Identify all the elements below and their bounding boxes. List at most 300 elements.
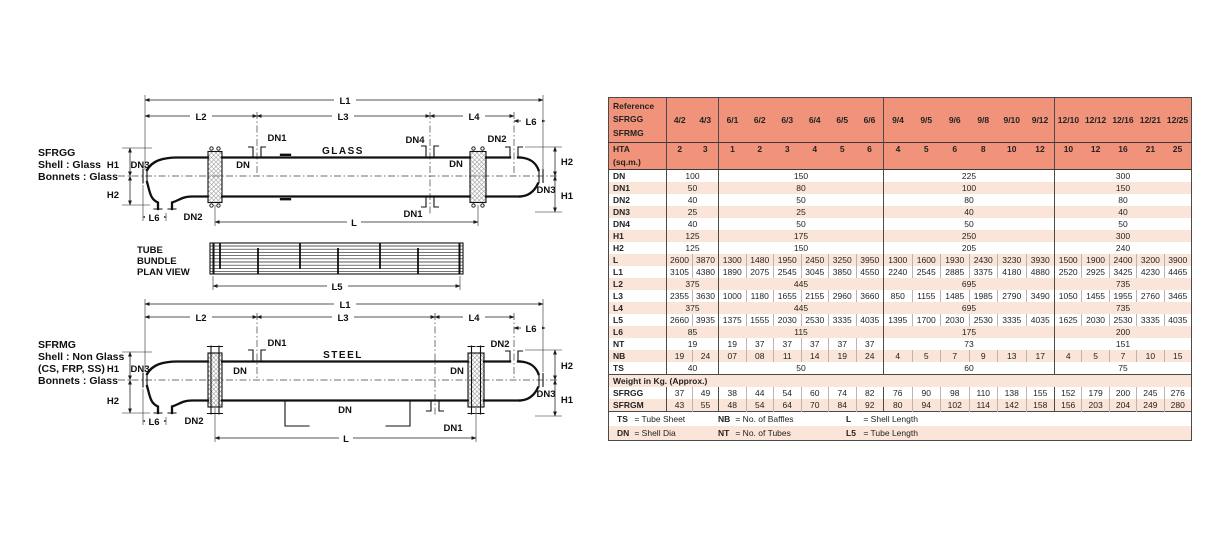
value-cell: 19: [719, 338, 747, 350]
value-cell: 110: [969, 387, 998, 399]
value-cell: 850: [884, 290, 913, 302]
value-cell: 150: [1055, 182, 1192, 194]
column-header: 4/2: [667, 98, 693, 143]
weight-row: [609, 399, 1192, 412]
value-cell: 445: [719, 278, 884, 290]
value-cell: 24: [693, 350, 719, 362]
value-cell: 250: [884, 230, 1055, 242]
sfrmg-subtitle: Shell : Non Glass: [38, 351, 125, 363]
value-cell: 50: [719, 194, 884, 206]
value-cell: 175: [719, 230, 884, 242]
value-cell: 54: [746, 399, 774, 412]
value-cell: 2885: [941, 266, 970, 278]
spec-row: [609, 338, 1192, 350]
spec-row: [609, 362, 1192, 375]
value-cell: 3250: [829, 254, 857, 266]
row-label: L3: [613, 291, 623, 301]
value-cell: 1050: [1055, 290, 1082, 302]
hta-value-cell: 2: [667, 143, 693, 170]
dim-label-h2: H2: [560, 361, 574, 372]
value-cell: 3230: [998, 254, 1027, 266]
value-cell: 1500: [1055, 254, 1082, 266]
value-cell: 3850: [829, 266, 857, 278]
dim-label-h2: H2: [106, 396, 120, 407]
value-cell: 1955: [1109, 290, 1136, 302]
technical-drawings: [0, 0, 608, 559]
value-cell: 55: [693, 399, 719, 412]
value-cell: 2520: [1055, 266, 1082, 278]
hta-value-cell: 10: [998, 143, 1027, 170]
column-header: 9/5: [912, 98, 941, 143]
hta-value-cell: 6: [941, 143, 970, 170]
bolt: [472, 147, 475, 150]
value-cell: 07: [719, 350, 747, 362]
value-cell: 3930: [1026, 254, 1055, 266]
sfrmg-subtitle: (CS, FRP, SS): [38, 363, 105, 375]
value-cell: 40: [667, 218, 719, 230]
sfrgg-subtitle: Shell : Glass: [38, 159, 102, 171]
spec-table: [608, 97, 1192, 441]
value-cell: 2030: [1082, 314, 1109, 326]
bolt: [217, 204, 220, 207]
value-cell: 280: [1164, 399, 1191, 412]
value-cell: 7: [941, 350, 970, 362]
value-cell: 445: [719, 302, 884, 314]
value-cell: 2960: [829, 290, 857, 302]
value-cell: 19: [667, 338, 719, 350]
value-cell: 2530: [1109, 314, 1136, 326]
value-cell: 37: [667, 387, 693, 399]
row-label: L1: [613, 267, 623, 277]
reference-header-cell: Reference SFRGG SFRMG: [609, 98, 667, 143]
value-cell: 1655: [774, 290, 802, 302]
dim-label-h1: H1: [560, 395, 574, 406]
value-cell: 2450: [801, 254, 829, 266]
value-cell: 1600: [912, 254, 941, 266]
weight-section-label: Weight in Kg. (Approx.): [609, 375, 1192, 388]
column-header: 9/4: [884, 98, 913, 143]
sfrmg-title: SFRMG: [38, 339, 76, 351]
value-cell: 50: [667, 182, 719, 194]
value-cell: 84: [829, 399, 857, 412]
value-cell: 3200: [1137, 254, 1164, 266]
legend-cell: [609, 412, 1192, 427]
value-cell: 125: [667, 242, 719, 254]
column-header: 12/12: [1082, 98, 1109, 143]
value-cell: 50: [719, 218, 884, 230]
baffles-bottom: [258, 248, 418, 274]
value-cell: 54: [774, 387, 802, 399]
row-label: SFRGM: [609, 399, 667, 412]
value-cell: 1485: [941, 290, 970, 302]
nozzle-label-dn2: DN2: [490, 339, 510, 350]
dim-label-h2: H2: [106, 190, 120, 201]
shell-material-label: GLASS: [322, 146, 364, 157]
value-cell: 203: [1082, 399, 1109, 412]
value-cell: 276: [1164, 387, 1191, 399]
value-cell: 2545: [774, 266, 802, 278]
value-cell: 4880: [1026, 266, 1055, 278]
value-cell: 90: [912, 387, 941, 399]
spec-row: [609, 242, 1192, 254]
value-cell: 2660: [667, 314, 693, 326]
spec-row: [609, 350, 1192, 362]
value-cell: 1555: [746, 314, 774, 326]
hta-value-cell: 4: [801, 143, 829, 170]
value-cell: 3490: [1026, 290, 1055, 302]
value-cell: 44: [746, 387, 774, 399]
legend-item: NB = No. of Baffles: [718, 414, 794, 424]
value-cell: 200: [1055, 326, 1192, 338]
shell-dia-label-dn: DN: [236, 160, 250, 171]
hta-value-cell: 5: [912, 143, 941, 170]
legend-item: L5 = Tube Length: [846, 428, 918, 438]
dim-label-l2: L2: [195, 313, 207, 324]
value-cell: 3660: [856, 290, 884, 302]
value-cell: 3870: [693, 254, 719, 266]
value-cell: 1000: [719, 290, 747, 302]
value-cell: 1890: [719, 266, 747, 278]
nozzle-label-dn3: DN3: [130, 160, 150, 171]
column-header: 6/3: [774, 98, 802, 143]
value-cell: 2030: [941, 314, 970, 326]
value-cell: 80: [884, 399, 913, 412]
value-cell: 5: [1082, 350, 1109, 362]
value-cell: 155: [1026, 387, 1055, 399]
value-cell: 1180: [746, 290, 774, 302]
value-cell: 60: [884, 362, 1055, 375]
dim-label-l3: L3: [337, 313, 349, 324]
legend-item: L = Shell Length: [846, 414, 918, 424]
dim-label-l: L: [351, 218, 357, 229]
value-cell: 142: [998, 399, 1027, 412]
dim-label-l5: L5: [331, 282, 343, 293]
hta-value-cell: 3: [693, 143, 719, 170]
value-cell: 300: [1055, 230, 1192, 242]
dim-label-l4: L4: [468, 112, 480, 123]
value-cell: 2600: [667, 254, 693, 266]
value-cell: 1300: [719, 254, 747, 266]
right-bonnet: [520, 388, 538, 401]
hta-label-cell: HTA (sq.m.): [609, 143, 667, 170]
nozzle-label-dn1: DN1: [443, 423, 463, 434]
value-cell: 94: [912, 399, 941, 412]
bundle-title: BUNDLE: [137, 256, 177, 267]
column-header: 12/10: [1055, 98, 1082, 143]
hta-value-cell: 12: [1026, 143, 1055, 170]
weight-section-row: [609, 375, 1192, 388]
shell-dia-label-dn: DN: [338, 405, 352, 416]
value-cell: 4: [1055, 350, 1082, 362]
value-cell: 13: [998, 350, 1027, 362]
tube-sheet-flange: [208, 353, 222, 407]
value-cell: 5: [912, 350, 941, 362]
spec-row: [609, 206, 1192, 218]
dim-label-l6: L6: [148, 213, 160, 224]
dim-label-h1: H1: [106, 160, 120, 171]
bundle-title: TUBE: [137, 245, 163, 256]
value-cell: 40: [1055, 206, 1192, 218]
legend-item: TS = Tube Sheet: [617, 414, 686, 424]
value-cell: 40: [667, 194, 719, 206]
spec-row: [609, 278, 1192, 290]
value-cell: 3105: [667, 266, 693, 278]
value-cell: 2790: [998, 290, 1027, 302]
column-header: 12/16: [1109, 98, 1136, 143]
row-label: NB: [609, 350, 667, 362]
value-cell: 1375: [719, 314, 747, 326]
value-cell: 3900: [1164, 254, 1191, 266]
left-bonnet: [147, 158, 208, 171]
hta-value-cell: 16: [1109, 143, 1136, 170]
value-cell: 08: [746, 350, 774, 362]
tubes: [210, 246, 463, 272]
spec-row: [609, 218, 1192, 230]
value-cell: 11: [774, 350, 802, 362]
nozzle-label-dn1: DN1: [267, 133, 287, 144]
hta-value-cell: 2: [746, 143, 774, 170]
value-cell: 3950: [856, 254, 884, 266]
value-cell: 2400: [1109, 254, 1136, 266]
dim-label-h1: H1: [106, 364, 120, 375]
value-cell: 37: [856, 338, 884, 350]
tube-sheet-flange: [470, 152, 486, 203]
value-cell: 1900: [1082, 254, 1109, 266]
shell-dia-label-dn: DN: [450, 366, 464, 377]
sfrmg-subtitle: Bonnets : Glass: [38, 375, 118, 387]
value-cell: 24: [856, 350, 884, 362]
hta-value-cell: 10: [1055, 143, 1082, 170]
nozzle-label-dn2: DN2: [184, 416, 204, 427]
value-cell: 19: [667, 350, 693, 362]
nozzle-label-dn2: DN2: [183, 212, 203, 223]
row-label: H2: [613, 243, 624, 253]
weight-row: [609, 387, 1192, 399]
value-cell: 73: [884, 338, 1055, 350]
tube-sheet-flange: [468, 353, 484, 407]
column-header: 6/5: [829, 98, 857, 143]
value-cell: 9: [969, 350, 998, 362]
value-cell: 150: [719, 242, 884, 254]
value-cell: 2925: [1082, 266, 1109, 278]
spec-row: [609, 302, 1192, 314]
hta-value-cell: 6: [856, 143, 884, 170]
column-header: 9/10: [998, 98, 1027, 143]
dim-label-l: L: [343, 434, 349, 445]
value-cell: 375: [667, 278, 719, 290]
spool: [484, 362, 520, 401]
spec-row: [609, 194, 1192, 206]
column-header: 6/6: [856, 98, 884, 143]
value-cell: 2545: [912, 266, 941, 278]
row-label: L2: [609, 278, 667, 290]
value-cell: 2430: [969, 254, 998, 266]
value-cell: 25: [719, 206, 884, 218]
legend-row: [609, 412, 1192, 427]
value-cell: 1950: [774, 254, 802, 266]
row-label: L4: [609, 302, 667, 314]
column-header: 6/2: [746, 98, 774, 143]
hta-value-cell: 25: [1164, 143, 1191, 170]
spec-row: [609, 290, 1192, 302]
right-bonnet: [520, 158, 539, 171]
row-label: DN4: [613, 219, 631, 229]
value-cell: 64: [774, 399, 802, 412]
hta-value-cell: 5: [829, 143, 857, 170]
value-cell: 3335: [998, 314, 1027, 326]
value-cell: 3630: [693, 290, 719, 302]
value-cell: 50: [1055, 218, 1192, 230]
value-cell: 1700: [912, 314, 941, 326]
value-cell: 158: [1026, 399, 1055, 412]
right-bonnet: [520, 362, 539, 375]
value-cell: 375: [667, 302, 719, 314]
value-cell: 138: [998, 387, 1027, 399]
row-label: DN3: [609, 206, 667, 218]
value-cell: 2030: [774, 314, 802, 326]
value-cell: 14: [801, 350, 829, 362]
bolt: [210, 204, 213, 207]
row-label: DN1: [609, 182, 667, 194]
value-cell: 1930: [941, 254, 970, 266]
bolt: [481, 204, 484, 207]
value-cell: 2075: [746, 266, 774, 278]
spec-table-wrap: [608, 97, 1192, 441]
value-cell: 200: [1109, 387, 1136, 399]
value-cell: 76: [884, 387, 913, 399]
column-header: 9/12: [1026, 98, 1055, 143]
value-cell: 74: [829, 387, 857, 399]
hta-value-cell: 1: [719, 143, 747, 170]
row-label: L5: [613, 315, 623, 325]
value-cell: 695: [884, 302, 1055, 314]
value-cell: 80: [719, 182, 884, 194]
bolt: [481, 147, 484, 150]
value-cell: 4035: [1164, 314, 1191, 326]
value-cell: 75: [1055, 362, 1192, 375]
value-cell: 1300: [884, 254, 913, 266]
hta-value-cell: 21: [1137, 143, 1164, 170]
nozzle-label-dn2: DN2: [487, 134, 507, 145]
spec-row: [609, 182, 1192, 194]
spec-row: [609, 266, 1192, 278]
steel-shell: [222, 362, 468, 401]
nozzle-label-dn3: DN3: [536, 389, 556, 400]
value-cell: 3375: [969, 266, 998, 278]
value-cell: 98: [941, 387, 970, 399]
dim-label-l6: L6: [148, 417, 160, 428]
dim-label-h1: H1: [560, 191, 574, 202]
value-cell: 175: [884, 326, 1055, 338]
hta-value-cell: 12: [1082, 143, 1109, 170]
dim-label-l2: L2: [195, 112, 207, 123]
spec-row: [609, 314, 1192, 326]
value-cell: 3425: [1109, 266, 1136, 278]
column-header: 12/21: [1137, 98, 1164, 143]
value-cell: 4380: [693, 266, 719, 278]
row-label: L6: [609, 326, 667, 338]
left-bonnet: [147, 386, 158, 413]
row-label: TS: [613, 363, 624, 373]
value-cell: 300: [1055, 170, 1192, 183]
legend-item: DN = Shell Dia: [617, 428, 676, 438]
value-cell: 80: [884, 194, 1055, 206]
column-header: 6/1: [719, 98, 747, 143]
nozzle-label-dn3: DN3: [536, 185, 556, 196]
dim-label-h2: H2: [560, 157, 574, 168]
value-cell: 2355: [667, 290, 693, 302]
value-cell: 225: [884, 170, 1055, 183]
dim-label-l4: L4: [468, 313, 480, 324]
value-cell: 7: [1109, 350, 1136, 362]
value-cell: 4: [884, 350, 913, 362]
hta-value-cell: 3: [774, 143, 802, 170]
value-cell: 50: [719, 362, 884, 375]
hta-value-cell: 4: [884, 143, 913, 170]
value-cell: 4465: [1164, 266, 1191, 278]
row-label: L: [609, 254, 667, 266]
value-cell: 2530: [801, 314, 829, 326]
tube-sheet-flange: [208, 152, 222, 203]
value-cell: 1480: [746, 254, 774, 266]
value-cell: 3045: [801, 266, 829, 278]
hta-row: [609, 143, 1192, 170]
value-cell: 17: [1026, 350, 1055, 362]
value-cell: 100: [884, 182, 1055, 194]
value-cell: 70: [801, 399, 829, 412]
value-cell: 3935: [693, 314, 719, 326]
value-cell: 40: [667, 362, 719, 375]
value-cell: 15: [1164, 350, 1191, 362]
value-cell: 40: [884, 206, 1055, 218]
spool: [486, 158, 520, 197]
sfrgg-subtitle: Bonnets : Glass: [38, 171, 118, 183]
sfrmg-diagram: [38, 299, 574, 445]
column-header: 9/6: [941, 98, 970, 143]
dim-label-l6: L6: [525, 324, 537, 335]
bolt: [210, 147, 213, 150]
value-cell: 4550: [856, 266, 884, 278]
value-cell: 114: [969, 399, 998, 412]
column-header: 9/8: [969, 98, 998, 143]
spec-row: [609, 254, 1192, 266]
row-label: DN2: [613, 195, 631, 205]
shell-joint: [281, 155, 290, 199]
value-cell: 179: [1082, 387, 1109, 399]
value-cell: 1155: [912, 290, 941, 302]
value-cell: 150: [719, 170, 884, 183]
value-cell: 82: [856, 387, 884, 399]
column-header: 6/4: [801, 98, 829, 143]
value-cell: 4230: [1137, 266, 1164, 278]
value-cell: 152: [1055, 387, 1082, 399]
value-cell: 3335: [1137, 314, 1164, 326]
bolt: [217, 147, 220, 150]
value-cell: 43: [667, 399, 693, 412]
dim-label-l1: L1: [339, 300, 351, 311]
value-cell: 735: [1055, 278, 1192, 290]
value-cell: 205: [884, 242, 1055, 254]
row-label: DN: [613, 171, 626, 181]
value-cell: 37: [774, 338, 802, 350]
value-cell: 4035: [1026, 314, 1055, 326]
column-header: 4/3: [693, 98, 719, 143]
spec-row: [609, 326, 1192, 338]
dim-label-l3: L3: [337, 112, 349, 123]
spec-row: [609, 170, 1192, 183]
tube-bundle-plan-view: [137, 243, 463, 293]
value-cell: 1625: [1055, 314, 1082, 326]
